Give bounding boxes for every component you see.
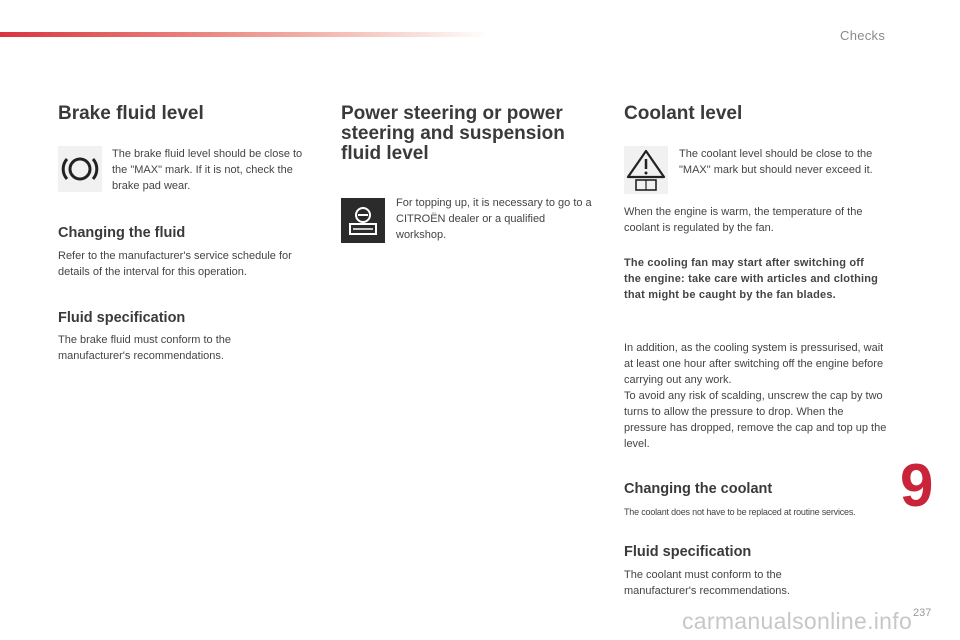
coolant-fan-warning: The cooling fan may start after switching off the engine: take care with articles and clothing that might be caught by the fan blades. [624,257,879,301]
brake-warning-icon [58,146,102,192]
changing-coolant-text: The coolant does not have to be replaced at routine services. [624,507,856,517]
brake-intro-text: The brake fluid level should be close to the "MAX" mark. If it is not, check the brake pad wear. [112,148,303,192]
changing-fluid-title: Changing the fluid [58,225,186,241]
warning-triangle-icon [624,146,668,194]
watermark: carmanualsonline.info [682,608,913,634]
coolant-intro-text: The coolant level should be close to the "MAX" mark but should never exceed it. [679,148,873,176]
header-accent-bar [0,32,490,37]
coolant-pressure-text-2: To avoid any risk of scalding, unscrew the cap by two turns to allow the pressure to drop. When the pressure has dropped, remove the cap and top up the level. [624,390,887,450]
brake-spec-text: The brake fluid must conform to the manufacturer's recommendations. [58,334,232,362]
coolant-title: Coolant level [624,103,743,124]
coolant-pressure-text-1: In addition, as the cooling system is pressurised, wait at least one hour after switching off the engine before carrying out any work. [624,342,884,386]
section-title: Checks [840,28,886,43]
brake-fluid-title: Brake fluid level [58,103,204,124]
coolant-warm-text: When the engine is warm, the temperature of the coolant is regulated by the fan. [624,206,863,234]
brake-spec-title: Fluid specification [58,310,186,326]
power-steering-text: For topping up, it is necessary to go to a CITROËN dealer or a qualified workshop. [396,197,592,241]
chapter-number: 9 [900,452,934,519]
coolant-spec-text: The coolant must conform to the manufacturer's recommendations. [624,569,790,597]
changing-coolant-title: Changing the coolant [624,481,773,497]
power-steering-title: Power steering or power steering and suspension fluid level [341,103,565,164]
page-number: 237 [913,607,932,619]
service-book-icon [341,198,385,243]
coolant-spec-title: Fluid specification [624,544,752,560]
changing-fluid-text: Refer to the manufacturer's service schedule for details of the interval for this operation. [58,250,292,278]
